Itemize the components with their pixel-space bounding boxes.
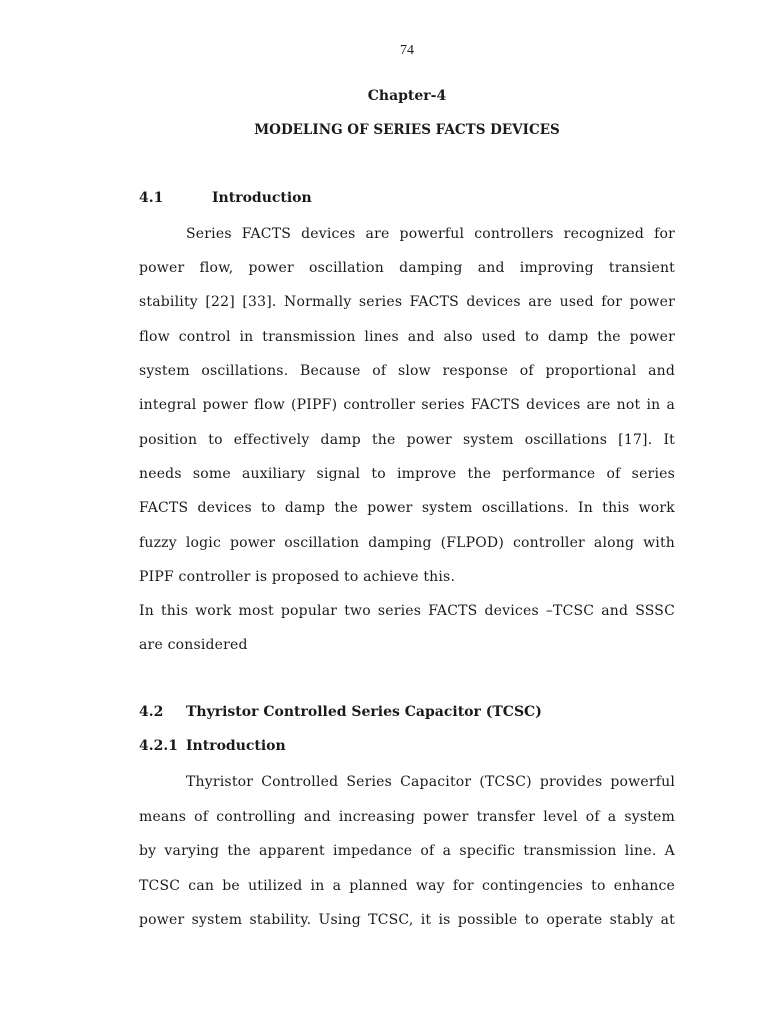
- paragraph-line: Thyristor Controlled Series Capacitor (TCSC) provides powerful: [186, 774, 675, 790]
- paragraph-line: needs some auxiliary signal to improve the performance of series: [139, 466, 675, 482]
- paragraph-line: FACTS devices to damp the power system oscillations. In this work: [139, 500, 675, 516]
- section-number: 4.2.1: [139, 738, 178, 754]
- paragraph-line: fuzzy logic power oscillation damping (FLPOD) controller along with: [139, 535, 675, 551]
- section-title: Introduction: [212, 190, 312, 206]
- paragraph-line: Series FACTS devices are powerful controllers recognized for: [186, 226, 675, 242]
- paragraph-line: In this work most popular two series FACTS devices –TCSC and SSSC: [139, 603, 675, 619]
- paragraph-line: integral power flow (PIPF) controller series FACTS devices are not in a: [139, 397, 675, 413]
- chapter-label: Chapter-4: [367, 88, 447, 104]
- section-title: Introduction: [186, 738, 286, 754]
- paragraph-line: flow control in transmission lines and also used to damp the power: [139, 329, 675, 345]
- section-heading-4-1: [139, 190, 312, 206]
- section-number: 4.2: [139, 704, 164, 720]
- paragraph-line: position to effectively damp the power system oscillations [17]. It: [139, 432, 675, 448]
- section-heading-4-2-1: [139, 738, 286, 754]
- paragraph-line: power system stability. Using TCSC, it is possible to operate stably at: [139, 912, 675, 928]
- section-number: 4.1: [139, 190, 164, 206]
- section-heading-4-2: [139, 704, 542, 720]
- paragraph-line: TCSC can be utilized in a planned way for contingencies to enhance: [139, 878, 675, 894]
- paragraph-line: means of controlling and increasing power transfer level of a system: [139, 809, 675, 825]
- paragraph-line: power flow, power oscillation damping and improving transient: [139, 260, 675, 276]
- paragraph-line: by varying the apparent impedance of a specific transmission line. A: [139, 843, 675, 859]
- paragraph-line: PIPF controller is proposed to achieve this.: [139, 569, 456, 585]
- paragraph-line: system oscillations. Because of slow response of proportional and: [139, 363, 675, 379]
- page-number: 74: [400, 43, 414, 58]
- paragraph-line: are considered: [139, 637, 248, 653]
- section-title: Thyristor Controlled Series Capacitor (TCSC): [186, 704, 542, 720]
- chapter-title: MODELING OF SERIES FACTS DEVICES: [254, 122, 560, 138]
- paragraph-line: stability [22] [33]. Normally series FACTS devices are used for power: [139, 294, 675, 310]
